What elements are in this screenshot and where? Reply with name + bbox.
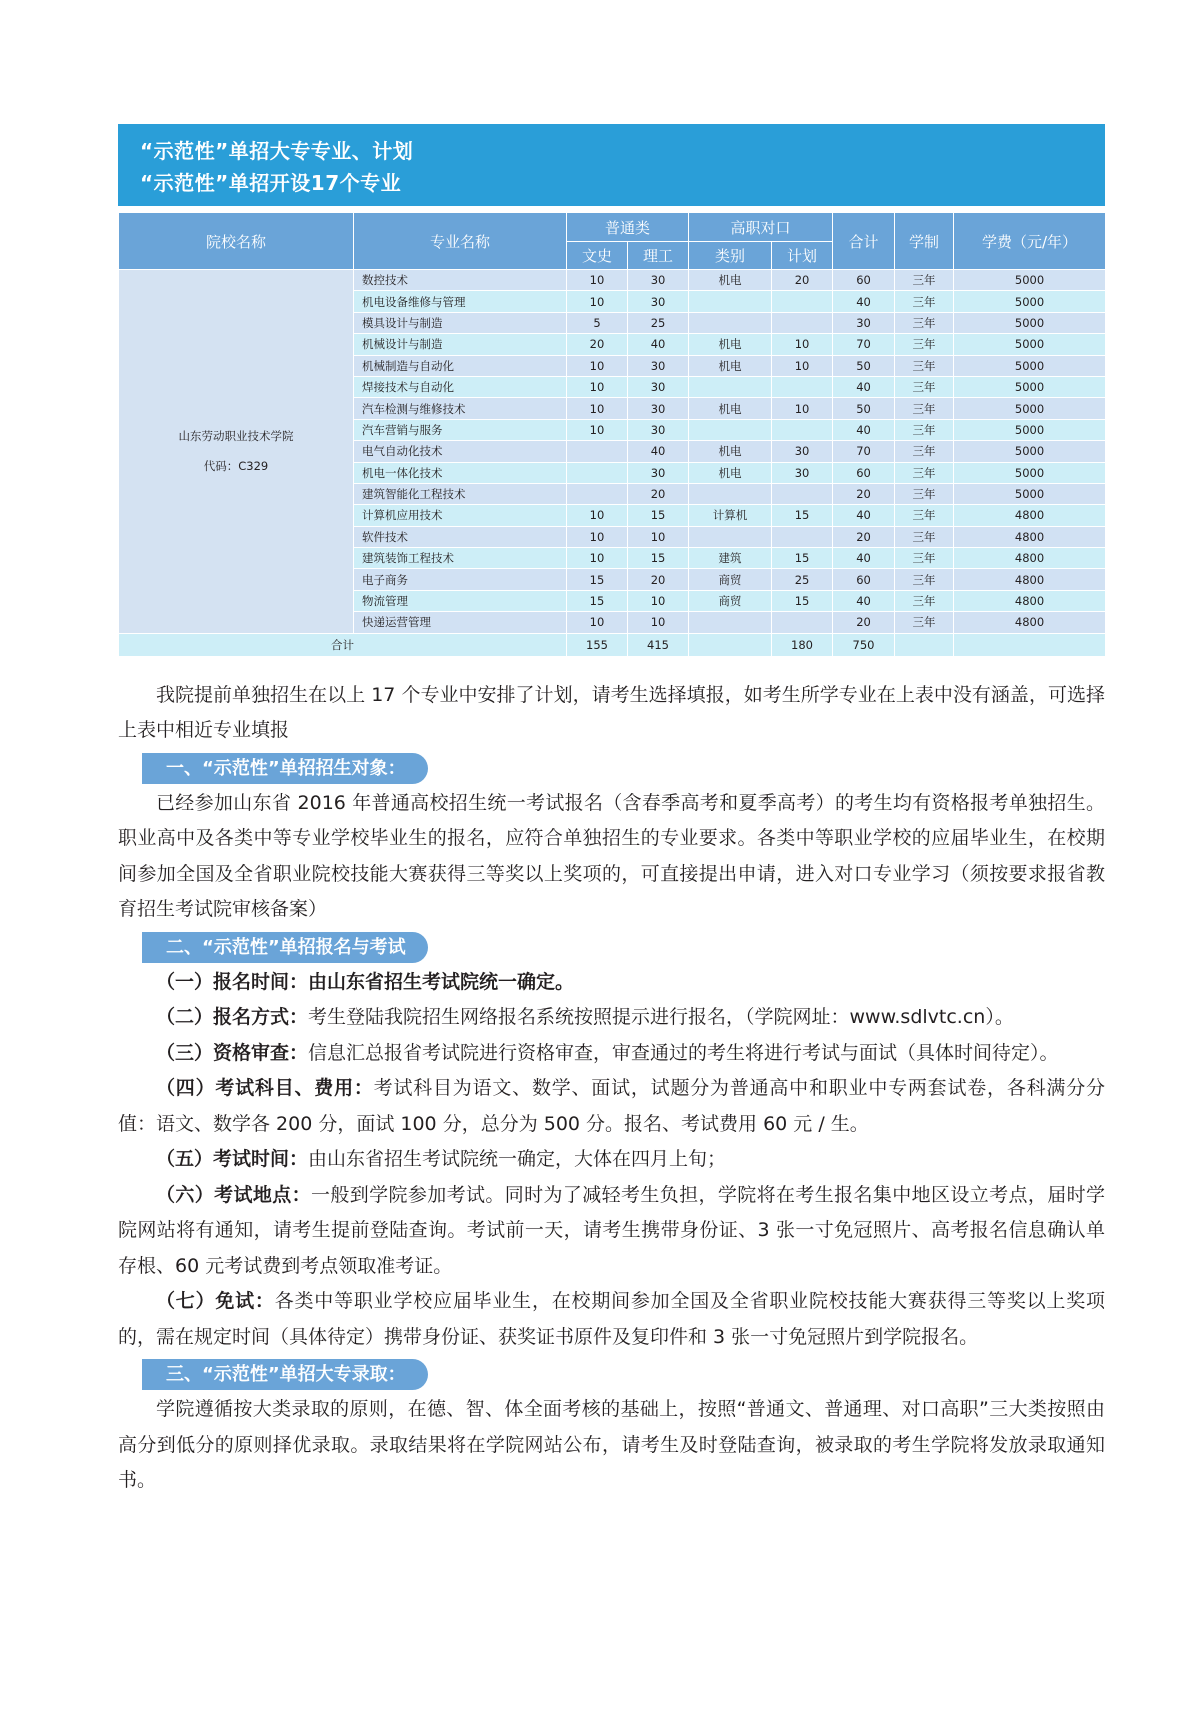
fee-cell: 4800 — [954, 612, 1106, 633]
plan-cell — [772, 419, 833, 440]
major-cell: 机械设计与制造 — [354, 334, 567, 355]
total-cell: 60 — [833, 569, 895, 590]
li-cell: 20 — [628, 483, 689, 504]
totals-li: 415 — [628, 633, 689, 656]
totals-label: 合计 — [119, 633, 567, 656]
major-cell: 建筑装饰工程技术 — [354, 548, 567, 569]
fee-cell: 5000 — [954, 334, 1106, 355]
section-2-heading: 二、“示范性”单招报名与考试 — [142, 932, 428, 963]
total-cell: 40 — [833, 590, 895, 611]
registration-item — [118, 1036, 1105, 1072]
wen-cell: 15 — [567, 590, 628, 611]
registration-item — [118, 1071, 1105, 1142]
plan-cell — [772, 526, 833, 547]
cat-cell — [689, 483, 772, 504]
plan-cell — [772, 312, 833, 333]
totals-cat — [689, 633, 772, 656]
plan-cell — [772, 483, 833, 504]
cat-cell — [689, 376, 772, 397]
header-fee: 学费（元/年） — [954, 213, 1106, 270]
total-cell: 20 — [833, 526, 895, 547]
fee-cell: 5000 — [954, 398, 1106, 419]
cat-cell — [689, 312, 772, 333]
wen-cell: 10 — [567, 548, 628, 569]
header-major: 专业名称 — [354, 213, 567, 270]
wen-cell — [567, 462, 628, 483]
wen-cell: 10 — [567, 291, 628, 312]
section-2-items — [118, 965, 1105, 1356]
plan-cell: 30 — [772, 441, 833, 462]
registration-item — [118, 1178, 1105, 1285]
plan-cell — [772, 612, 833, 633]
total-cell: 70 — [833, 441, 895, 462]
totals-fee — [954, 633, 1106, 656]
li-cell: 40 — [628, 441, 689, 462]
school-code: 代码：C329 — [203, 459, 269, 474]
li-cell: 30 — [628, 355, 689, 376]
years-cell: 三年 — [895, 312, 954, 333]
years-cell: 三年 — [895, 291, 954, 312]
item-label: （六）考试地点： — [156, 1183, 311, 1206]
cat-cell: 计算机 — [689, 505, 772, 526]
section-1-body: 已经参加山东省 2016 年普通高校招生统一考试报名（含春季高考和夏季高考）的考生均有资格报考单独招生。职业高中及各类中等专业学校毕业生的报名，应符合单独招生的专业要求。各类中等职业学校的应届毕业生，在校期间参加全国及全省职业院校技能大赛获得三等奖以上奖项的，可直接提出申请，进入对口专业学习（须按要求报省教育招生考试院审核备案） — [118, 791, 1105, 921]
major-cell: 机械制造与自动化 — [354, 355, 567, 376]
years-cell: 三年 — [895, 398, 954, 419]
li-cell: 30 — [628, 376, 689, 397]
major-cell: 电气自动化技术 — [354, 441, 567, 462]
plan-cell: 10 — [772, 334, 833, 355]
plan-cell: 15 — [772, 590, 833, 611]
total-cell: 50 — [833, 398, 895, 419]
cat-cell — [689, 612, 772, 633]
major-cell: 汽车营销与服务 — [354, 419, 567, 440]
years-cell: 三年 — [895, 441, 954, 462]
major-cell: 物流管理 — [354, 590, 567, 611]
totals-years — [895, 633, 954, 656]
years-cell: 三年 — [895, 334, 954, 355]
total-cell: 60 — [833, 270, 895, 291]
major-cell: 电子商务 — [354, 569, 567, 590]
major-cell: 焊接技术与自动化 — [354, 376, 567, 397]
wen-cell: 10 — [567, 505, 628, 526]
fee-cell: 5000 — [954, 376, 1106, 397]
plan-cell: 20 — [772, 270, 833, 291]
years-cell: 三年 — [895, 526, 954, 547]
total-cell: 30 — [833, 312, 895, 333]
item-label: （四）考试科目、费用： — [156, 1077, 374, 1100]
li-cell: 10 — [628, 612, 689, 633]
fee-cell: 5000 — [954, 441, 1106, 462]
item-text: 信息汇总报省考试院进行资格审查，审查通过的考生将进行考试与面试（具体时间待定）。 — [308, 1041, 1059, 1064]
banner-title-2: “示范性”单招开设17个专业 — [140, 171, 402, 195]
fee-cell: 4800 — [954, 548, 1106, 569]
major-cell: 快递运营管理 — [354, 612, 567, 633]
plan-cell: 30 — [772, 462, 833, 483]
years-cell: 三年 — [895, 548, 954, 569]
item-label: （三）资格审查： — [156, 1041, 309, 1064]
enrollment-plan-table — [118, 212, 1106, 657]
cat-cell: 机电 — [689, 462, 772, 483]
item-text: 一般到学院参加考试。同时为了减轻考生负担，学院将在考生报名集中地区设立考点，届时学院网站将有通知，请考生提前登陆查询。考试前一天，请考生携带身份证、3 张一寸免冠照片、高考报名信息确认单存根、60 元考试费到考点领取准考证。 — [118, 1183, 1105, 1277]
header-total: 合计 — [833, 213, 895, 270]
li-cell: 15 — [628, 505, 689, 526]
li-cell: 40 — [628, 334, 689, 355]
cat-cell: 建筑 — [689, 548, 772, 569]
table-row — [119, 270, 1106, 291]
years-cell: 三年 — [895, 590, 954, 611]
total-cell: 40 — [833, 505, 895, 526]
title-banner — [118, 124, 1105, 212]
item-label: （一）报名时间： — [156, 970, 309, 993]
section-3-heading: 三、“示范性”单招大专录取： — [142, 1359, 428, 1390]
major-cell: 机电一体化技术 — [354, 462, 567, 483]
plan-cell — [772, 376, 833, 397]
header-vocational: 高职对口 — [689, 213, 833, 242]
li-cell: 30 — [628, 398, 689, 419]
total-cell: 40 — [833, 376, 895, 397]
fee-cell: 5000 — [954, 419, 1106, 440]
section-3-body: 学院遵循按大类录取的原则，在德、智、体全面考核的基础上，按照“普通文、普通理、对口高职”三大类按照由高分到低分的原则择优录取。录取结果将在学院网站公布，请考生及时登陆查询，被录取的考生学院将发放录取通知书。 — [118, 1398, 1105, 1492]
fee-cell: 5000 — [954, 312, 1106, 333]
major-cell: 汽车检测与维修技术 — [354, 398, 567, 419]
header-duration: 学制 — [895, 213, 954, 270]
major-cell: 计算机应用技术 — [354, 505, 567, 526]
li-cell: 10 — [628, 526, 689, 547]
cat-cell: 机电 — [689, 441, 772, 462]
years-cell: 三年 — [895, 483, 954, 504]
fee-cell: 5000 — [954, 462, 1106, 483]
total-cell: 20 — [833, 612, 895, 633]
banner-title-1: “示范性”单招大专专业、计划 — [140, 139, 414, 163]
cat-cell: 机电 — [689, 270, 772, 291]
major-cell: 建筑智能化工程技术 — [354, 483, 567, 504]
cat-cell — [689, 291, 772, 312]
item-text: 考生登陆我院招生网络报名系统按照提示进行报名，（学院网址：www.sdlvtc.cn）。 — [308, 1006, 1014, 1029]
wen-cell: 10 — [567, 419, 628, 440]
cat-cell: 机电 — [689, 334, 772, 355]
plan-cell — [772, 291, 833, 312]
header-category: 类别 — [689, 242, 772, 270]
total-cell: 70 — [833, 334, 895, 355]
plan-cell: 10 — [772, 398, 833, 419]
header-plan: 计划 — [772, 242, 833, 270]
wen-cell: 10 — [567, 612, 628, 633]
cat-cell: 商贸 — [689, 590, 772, 611]
fee-cell: 4800 — [954, 590, 1106, 611]
years-cell: 三年 — [895, 505, 954, 526]
item-text: 由山东省招生考试院统一确定，大体在四月上旬； — [308, 1148, 727, 1171]
fee-cell: 4800 — [954, 526, 1106, 547]
totals-plan: 180 — [772, 633, 833, 656]
li-cell: 20 — [628, 569, 689, 590]
wen-cell — [567, 441, 628, 462]
li-cell: 30 — [628, 419, 689, 440]
cat-cell: 机电 — [689, 398, 772, 419]
registration-item — [118, 1142, 1105, 1178]
wen-cell: 10 — [567, 355, 628, 376]
plan-cell: 25 — [772, 569, 833, 590]
years-cell: 三年 — [895, 270, 954, 291]
fee-cell: 5000 — [954, 355, 1106, 376]
item-text: 考试科目为语文、数学、面试，试题分为普通高中和职业中专两套试卷，各科满分分值：语文、数学各 200 分，面试 100 分，总分为 500 分。报名、考试费用 60 元 / 生。 — [118, 1077, 1105, 1135]
fee-cell: 5000 — [954, 291, 1106, 312]
registration-item — [118, 1000, 1105, 1036]
total-cell: 40 — [833, 419, 895, 440]
fee-cell: 5000 — [954, 483, 1106, 504]
cat-cell — [689, 419, 772, 440]
li-cell: 10 — [628, 590, 689, 611]
item-text: 各类中等职业学校应届毕业生，在校期间参加全国及全省职业院校技能大赛获得三等奖以上奖项的，需在规定时间（具体待定）携带身份证、获奖证书原件及复印件和 3 张一寸免冠照片到学院报名。 — [118, 1290, 1105, 1348]
plan-cell: 15 — [772, 548, 833, 569]
li-cell: 30 — [628, 462, 689, 483]
wen-cell: 5 — [567, 312, 628, 333]
years-cell: 三年 — [895, 569, 954, 590]
major-cell: 软件技术 — [354, 526, 567, 547]
fee-cell: 5000 — [954, 270, 1106, 291]
plan-cell: 10 — [772, 355, 833, 376]
total-cell: 40 — [833, 291, 895, 312]
fee-cell: 4800 — [954, 569, 1106, 590]
header-school: 院校名称 — [119, 213, 354, 270]
years-cell: 三年 — [895, 419, 954, 440]
school-cell — [119, 270, 354, 634]
cat-cell: 商贸 — [689, 569, 772, 590]
fee-cell: 4800 — [954, 505, 1106, 526]
cat-cell — [689, 526, 772, 547]
wen-cell: 10 — [567, 398, 628, 419]
years-cell: 三年 — [895, 462, 954, 483]
totals-wen: 155 — [567, 633, 628, 656]
major-cell: 数控技术 — [354, 270, 567, 291]
header-science: 理工 — [628, 242, 689, 270]
wen-cell: 10 — [567, 376, 628, 397]
intro-paragraph: 我院提前单独招生在以上 17 个专业中安排了计划，请考生选择填报，如考生所学专业在上表中没有涵盖，可选择上表中相近专业填报 — [118, 683, 1105, 742]
header-general: 普通类 — [567, 213, 689, 242]
total-cell: 60 — [833, 462, 895, 483]
cat-cell: 机电 — [689, 355, 772, 376]
li-cell: 25 — [628, 312, 689, 333]
total-cell: 40 — [833, 548, 895, 569]
wen-cell — [567, 483, 628, 504]
wen-cell: 15 — [567, 569, 628, 590]
years-cell: 三年 — [895, 355, 954, 376]
wen-cell: 10 — [567, 526, 628, 547]
years-cell: 三年 — [895, 376, 954, 397]
table-body — [119, 270, 1106, 657]
major-cell: 模具设计与制造 — [354, 312, 567, 333]
school-name: 山东劳动职业技术学院 — [178, 429, 294, 444]
page-content — [118, 124, 1105, 1499]
years-cell: 三年 — [895, 612, 954, 633]
totals-row — [119, 633, 1106, 656]
item-label: （五）考试时间： — [156, 1148, 309, 1171]
total-cell: 50 — [833, 355, 895, 376]
wen-cell: 10 — [567, 270, 628, 291]
item-label: （二）报名方式： — [156, 1006, 309, 1029]
wen-cell: 20 — [567, 334, 628, 355]
header-liberal: 文史 — [567, 242, 628, 270]
total-cell: 20 — [833, 483, 895, 504]
registration-item — [118, 965, 1105, 1001]
item-label: （七）免试： — [156, 1290, 275, 1313]
li-cell: 15 — [628, 548, 689, 569]
plan-cell: 15 — [772, 505, 833, 526]
li-cell: 30 — [628, 291, 689, 312]
totals-total: 750 — [833, 633, 895, 656]
item-text: 由山东省招生考试院统一确定。 — [308, 970, 575, 993]
major-cell: 机电设备维修与管理 — [354, 291, 567, 312]
li-cell: 30 — [628, 270, 689, 291]
section-1-heading: 一、“示范性”单招招生对象： — [142, 753, 428, 784]
registration-item — [118, 1284, 1105, 1355]
